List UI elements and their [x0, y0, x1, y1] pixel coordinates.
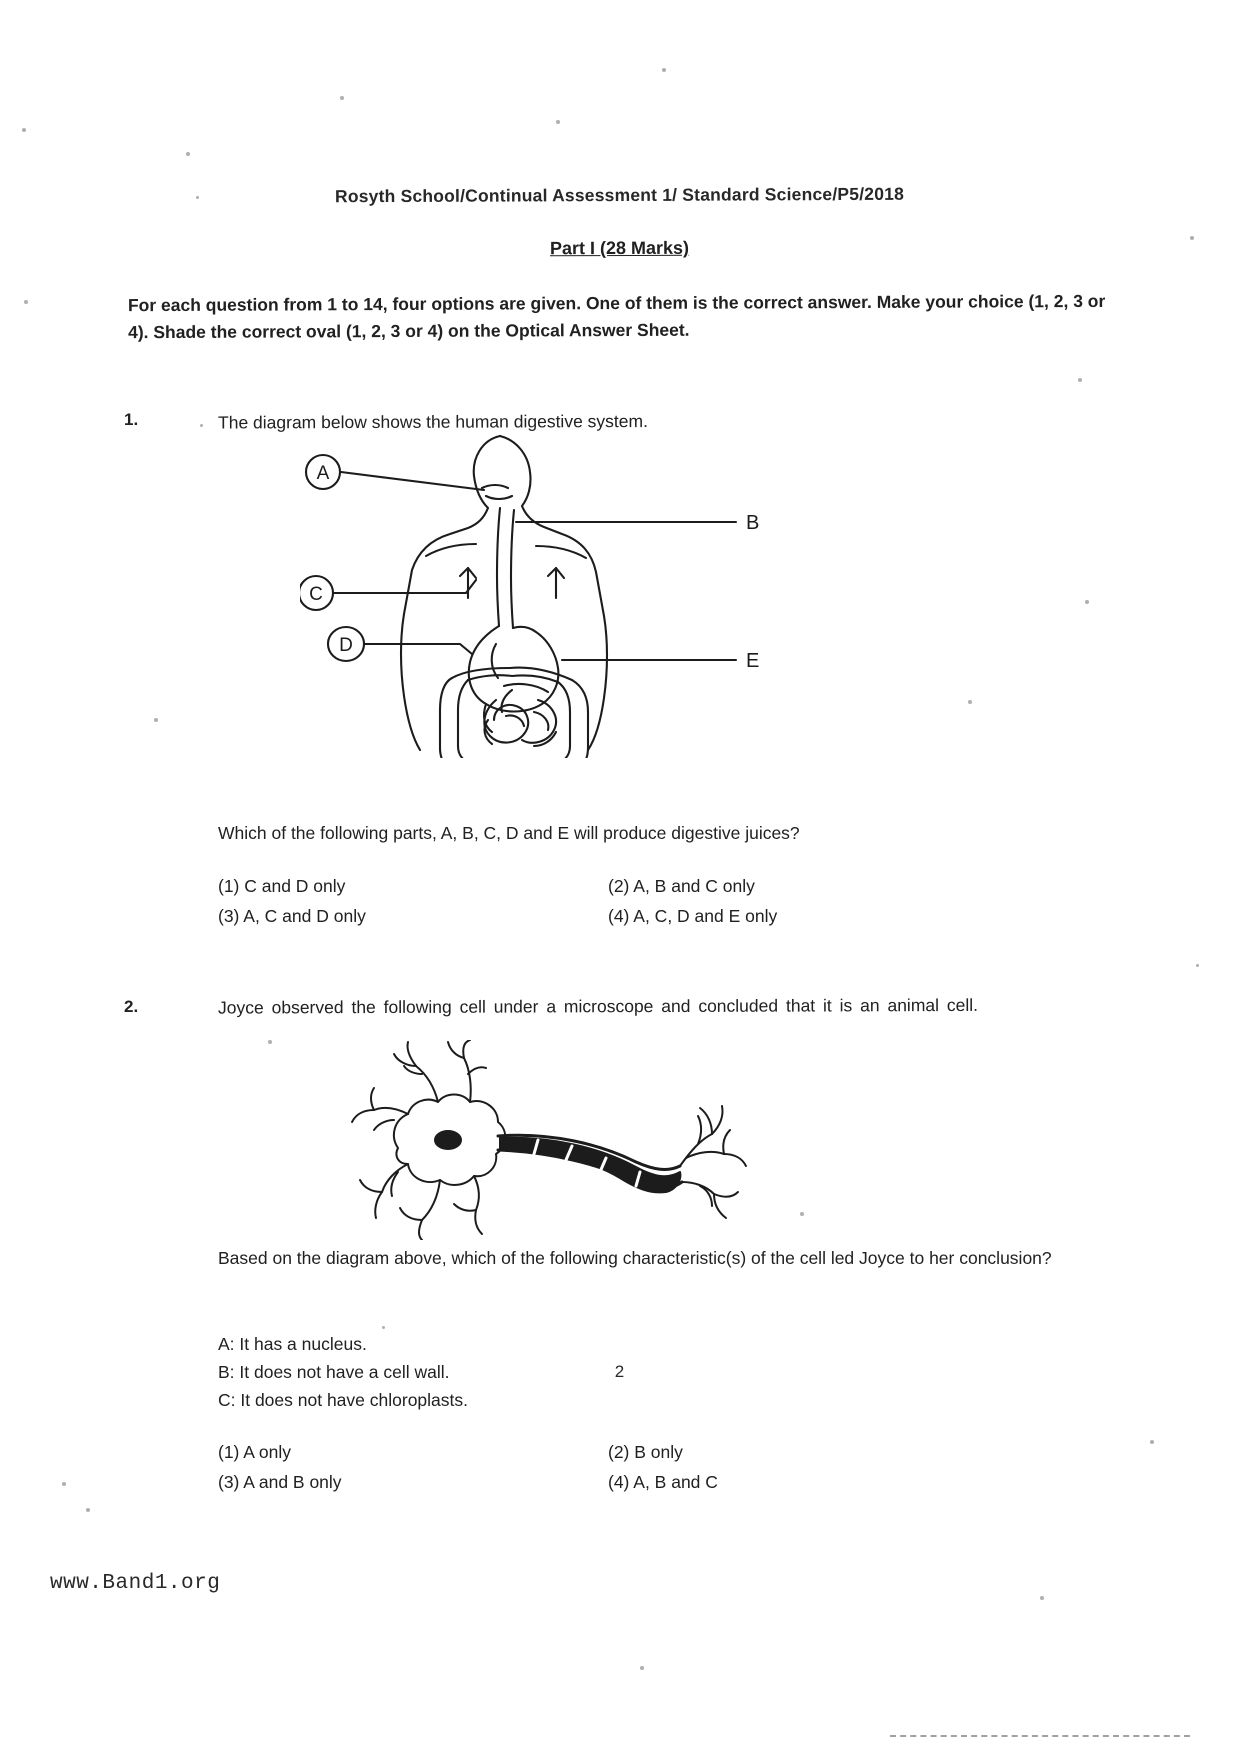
statement-c: C: It does not have chloroplasts. — [218, 1390, 468, 1410]
page-header: Rosyth School/Continual Assessment 1/ Standard Science/P5/2018 — [334, 183, 905, 207]
option-3[interactable]: (3) A and B only — [218, 1472, 342, 1492]
svg-text:B: B — [746, 512, 760, 534]
scan-speck — [1040, 1596, 1044, 1600]
option-1[interactable]: (1) C and D only — [218, 876, 346, 896]
scan-speck — [24, 300, 28, 304]
svg-text:D: D — [339, 635, 353, 656]
option-2[interactable]: (2) B only — [608, 1442, 683, 1462]
scan-speck — [800, 1212, 804, 1216]
scan-speck — [968, 700, 972, 704]
scan-speck — [268, 1040, 272, 1044]
scan-speck — [1085, 600, 1089, 604]
question-1-options — [218, 872, 998, 930]
part-title: Part I (28 Marks) — [549, 237, 690, 259]
scan-speck — [86, 1508, 90, 1512]
statement-b: B: It does not have a cell wall. — [218, 1362, 450, 1382]
svg-text:E: E — [746, 650, 760, 672]
option-1[interactable]: (1) A only — [218, 1442, 291, 1462]
option-4[interactable]: (4) A, B and C — [608, 1472, 718, 1492]
scan-speck — [62, 1482, 66, 1486]
scan-speck — [382, 1326, 385, 1329]
scan-speck — [1078, 378, 1082, 382]
question-1-stem: The diagram below shows the human digestive system. — [217, 411, 648, 433]
question-2-stem: Joyce observed the following cell under a microscope and concluded that it is an animal cell. — [217, 994, 979, 1018]
question-1-sub-question: Which of the following parts, A, B, C, D and E will produce digestive juices? — [218, 823, 800, 843]
option-4[interactable]: (4) A, C, D and E only — [608, 906, 778, 926]
statement-a: A: It has a nucleus. — [218, 1334, 367, 1354]
scan-speck — [22, 128, 26, 132]
instructions-text: For each question from 1 to 14, four options are given. One of them is the correct answer. Make your choice (1, 2, 3 or 4). Shade the correct oval (1, 2, 3 or 4) on the Optical Answer Sheet. — [127, 290, 1106, 343]
scan-speck — [186, 152, 190, 156]
scan-speck — [200, 424, 203, 427]
scan-speck — [556, 120, 560, 124]
scan-speck — [154, 718, 158, 722]
question-2-sub-question: Based on the diagram above, which of the following characteristic(s) of the cell led Joyce to her conclusion? — [218, 1248, 1052, 1268]
watermark: www.Band1.org — [50, 1572, 221, 1595]
human-digestive-system-diagram — [300, 428, 860, 758]
nerve-cell-diagram — [350, 1040, 750, 1240]
bottom-divider — [890, 1735, 1190, 1737]
scan-speck — [640, 1666, 644, 1670]
question-2-number: 2. — [124, 997, 139, 1016]
question-2-options — [218, 1438, 998, 1496]
scan-speck — [1196, 964, 1199, 967]
page-number: 2 — [614, 1362, 625, 1381]
question-1-number: 1. — [124, 410, 139, 429]
option-3[interactable]: (3) A, C and D only — [218, 906, 366, 926]
scan-speck — [340, 96, 344, 100]
scan-speck — [1150, 1440, 1154, 1444]
scan-speck — [662, 68, 666, 72]
option-2[interactable]: (2) A, B and C only — [608, 876, 755, 896]
svg-text:C: C — [309, 584, 323, 605]
svg-text:A: A — [316, 463, 330, 484]
